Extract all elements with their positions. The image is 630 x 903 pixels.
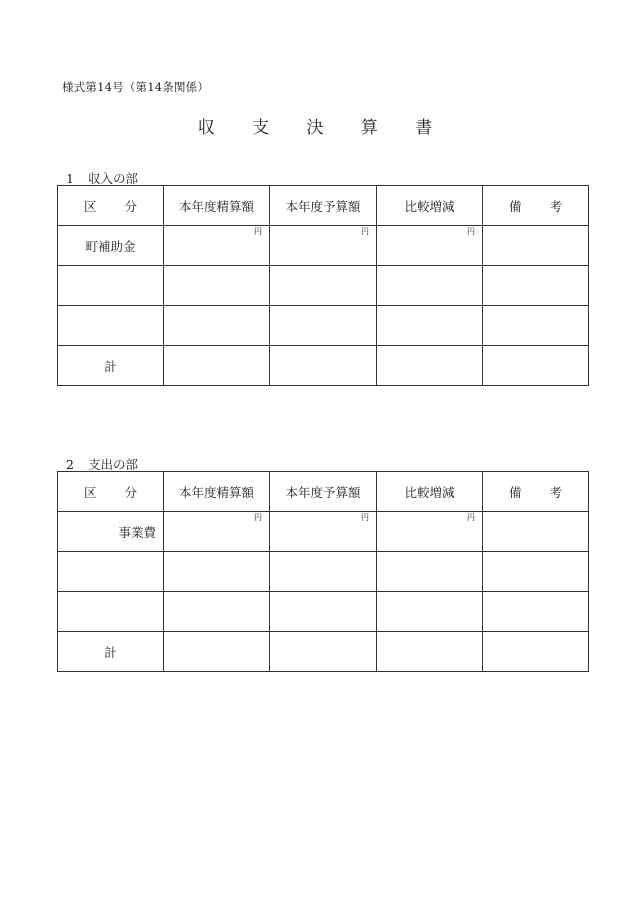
empty-cell: [270, 346, 377, 386]
empty-cell: [270, 632, 377, 672]
header-remarks-a: 備: [508, 484, 522, 500]
income-remarks-cell: [483, 226, 589, 266]
empty-cell: [377, 306, 483, 346]
income-header-row: [58, 186, 589, 226]
empty-cell: [377, 346, 483, 386]
income-item-cell: [58, 226, 164, 266]
header-remarks: [483, 472, 589, 512]
expense-item-label: 事業費: [118, 524, 156, 540]
empty-cell: [164, 306, 270, 346]
expense-budget-cell: [270, 512, 377, 552]
income-settlement-cell: [164, 226, 270, 266]
header-current-budget: 本年度予算額: [270, 472, 377, 512]
empty-cell: [164, 346, 270, 386]
empty-cell: [377, 592, 483, 632]
empty-cell: [377, 266, 483, 306]
empty-cell: [58, 306, 164, 346]
income-section-label: 収入の部: [88, 171, 139, 186]
yen-unit: 円: [361, 227, 369, 236]
empty-cell: [58, 592, 164, 632]
header-category-b: 分: [124, 484, 138, 500]
empty-cell: [164, 266, 270, 306]
empty-cell: [483, 266, 589, 306]
empty-cell: [483, 346, 589, 386]
income-budget-cell: [270, 226, 377, 266]
header-comparison: 比較増減: [377, 472, 483, 512]
income-total-label: 計: [58, 346, 164, 386]
header-category: [58, 186, 164, 226]
header-remarks-a: 備: [508, 198, 522, 214]
income-row-2: [58, 266, 589, 306]
header-remarks-b: 考: [549, 484, 563, 500]
empty-cell: [483, 552, 589, 592]
header-category-a: 区: [83, 484, 97, 500]
header-current-settlement: 本年度精算額: [164, 186, 270, 226]
empty-cell: [270, 266, 377, 306]
empty-cell: [483, 306, 589, 346]
empty-cell: [483, 592, 589, 632]
empty-cell: [164, 552, 270, 592]
yen-unit: 円: [361, 513, 369, 522]
header-current-settlement: 本年度精算額: [164, 472, 270, 512]
header-category-b: 分: [124, 198, 138, 214]
expense-settlement-cell: [164, 512, 270, 552]
expense-table: [57, 471, 589, 672]
expense-comparison-cell: [377, 512, 483, 552]
document-title: 収 支 決 算 書: [197, 118, 449, 138]
empty-cell: [270, 592, 377, 632]
yen-unit: 円: [467, 513, 475, 522]
income-total-row: [58, 346, 589, 386]
form-number: 様式第14号（第14条関係）: [62, 80, 210, 94]
header-comparison: 比較増減: [377, 186, 483, 226]
empty-cell: [58, 266, 164, 306]
empty-cell: [164, 592, 270, 632]
income-comparison-cell: [377, 226, 483, 266]
header-category: [58, 472, 164, 512]
expense-row-3: [58, 592, 589, 632]
expense-section-label: 支出の部: [88, 457, 139, 472]
empty-cell: [164, 632, 270, 672]
expense-header-row: [58, 472, 589, 512]
empty-cell: [483, 632, 589, 672]
empty-cell: [377, 632, 483, 672]
income-table: [57, 185, 589, 386]
empty-cell: [270, 552, 377, 592]
yen-unit: 円: [254, 513, 262, 522]
header-category-a: 区: [83, 198, 97, 214]
expense-total-row: [58, 632, 589, 672]
header-current-budget: 本年度予算額: [270, 186, 377, 226]
expense-section-number: 2: [66, 457, 74, 472]
income-row-3: [58, 306, 589, 346]
yen-unit: 円: [254, 227, 262, 236]
empty-cell: [377, 552, 483, 592]
expense-row-2: [58, 552, 589, 592]
header-remarks-b: 考: [549, 198, 563, 214]
expense-row-1: [58, 512, 589, 552]
income-row-1: [58, 226, 589, 266]
header-remarks: [483, 186, 589, 226]
income-section-number: 1: [66, 171, 74, 186]
income-item-label: 町補助金: [85, 238, 136, 254]
empty-cell: [270, 306, 377, 346]
yen-unit: 円: [467, 227, 475, 236]
expense-item-cell: [58, 512, 164, 552]
expense-total-label: 計: [58, 632, 164, 672]
empty-cell: [58, 552, 164, 592]
expense-remarks-cell: [483, 512, 589, 552]
